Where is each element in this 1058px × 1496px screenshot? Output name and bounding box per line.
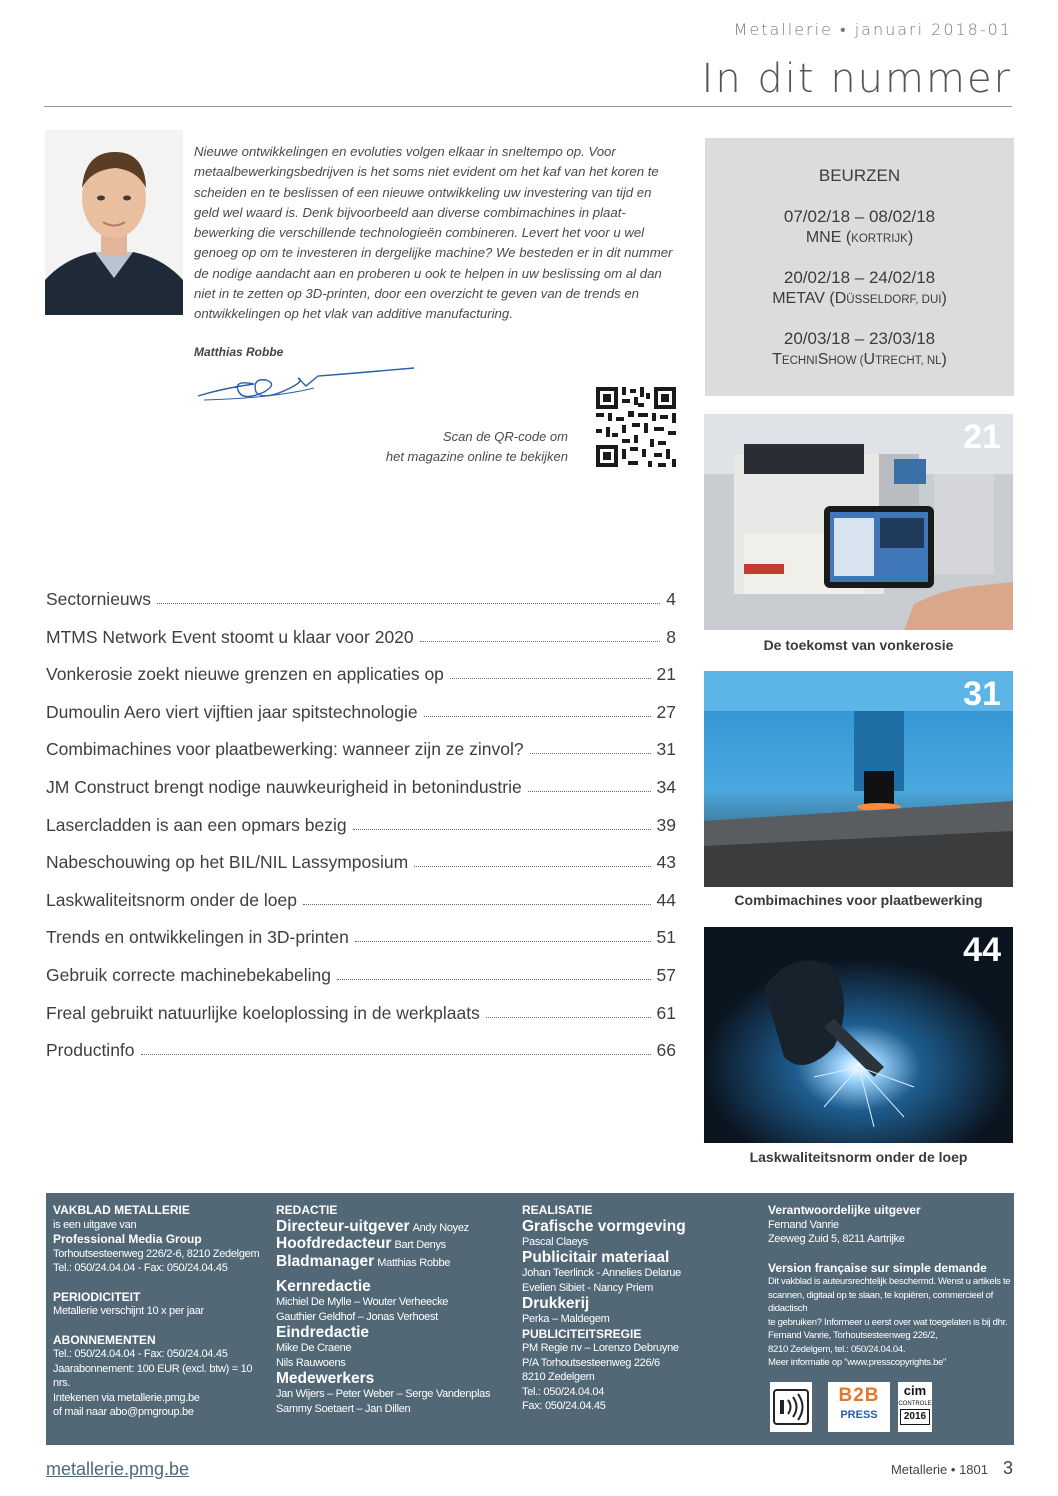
heading: ABONNEMENTEN bbox=[53, 1332, 156, 1347]
toc-page: 34 bbox=[656, 777, 676, 797]
text-line: Dit vakblad is auteursrechtelijk beschermd. Wenst u artikels te bbox=[768, 1276, 1011, 1287]
role: Medewerkers bbox=[276, 1370, 375, 1387]
colophon-col-legal bbox=[768, 1203, 1012, 1370]
toc-title: MTMS Network Event stoomt u klaar voor 2020 bbox=[46, 626, 414, 647]
feature-photo-edm[interactable] bbox=[704, 414, 1013, 630]
qr-caption-line-1: Scan de QR-code om bbox=[442, 429, 568, 444]
role-line bbox=[276, 1218, 506, 1236]
text-line: Gauthier Geldhof – Jonas Verhoest bbox=[276, 1310, 438, 1323]
text-line: Intekenen via metallerie.pmg.be bbox=[53, 1391, 200, 1404]
colophon-col-production bbox=[522, 1203, 752, 1414]
sound-logo bbox=[770, 1382, 812, 1432]
issue-label: Metallerie • 1801 bbox=[890, 1462, 988, 1477]
b2b-press-logo-line-1: B2B bbox=[838, 1385, 880, 1406]
qr-code[interactable] bbox=[592, 383, 680, 471]
heading: PERIODICITEIT bbox=[53, 1289, 141, 1304]
toc-title: Vonkerosie zoekt nieuwe grenzen en applicaties op bbox=[46, 664, 444, 685]
text-line: scannen, digitaal op te slaan, te kopiëren, commercieel of didactisch bbox=[768, 1289, 993, 1314]
toc-title: Productinfo bbox=[46, 1040, 135, 1061]
toc-page: 44 bbox=[656, 889, 676, 910]
text-line: 8210 Zedelgem, tel.: 050/24.04.04. bbox=[768, 1343, 906, 1355]
toc-leader bbox=[141, 1054, 651, 1055]
toc-leader bbox=[353, 829, 651, 830]
text-line: Perka – Maldegem bbox=[522, 1313, 610, 1325]
toc-title: Nabeschouwing op het BIL/NIL Lassymposium bbox=[46, 852, 409, 873]
toc-leader bbox=[486, 1017, 651, 1018]
toc-page: 31 bbox=[656, 739, 676, 760]
role-line bbox=[276, 1235, 506, 1253]
toc-leader bbox=[355, 941, 651, 942]
role: Kernredactie bbox=[276, 1278, 371, 1295]
toc-page: 43 bbox=[656, 852, 676, 873]
event-name bbox=[705, 349, 1014, 372]
toc-page: 8 bbox=[666, 626, 676, 647]
text-line: Evelien Sibiet - Nancy Priem bbox=[522, 1281, 653, 1294]
toc-page: 57 bbox=[656, 965, 676, 985]
text-line: Pascal Claeys bbox=[522, 1235, 588, 1248]
heading: VAKBLAD METALLERIE bbox=[53, 1203, 190, 1217]
event-name-start: METAV (D bbox=[772, 290, 847, 307]
toc-page: 27 bbox=[656, 701, 676, 722]
feature-page-number: 44 bbox=[963, 931, 1001, 969]
text-line: Zeeweg Zuid 5, 8211 Aartrijke bbox=[768, 1233, 905, 1245]
heading: REDACTIE bbox=[276, 1203, 338, 1217]
role: Drukkerij bbox=[522, 1295, 590, 1312]
qr-caption-line-2: het magazine online te bekijken bbox=[385, 449, 568, 464]
role: Grafische vormgeving bbox=[522, 1217, 686, 1235]
text-line: Johan Teerlinck - Annelies Delarue bbox=[522, 1267, 681, 1279]
role: Hoofdredacteur bbox=[276, 1235, 392, 1252]
toc-leader bbox=[337, 979, 651, 980]
feature-photo-welding[interactable] bbox=[704, 927, 1013, 1143]
text-line: Jan Wijers – Peter Weber – Serge Vandenplas bbox=[276, 1388, 491, 1400]
toc-title: Combimachines voor plaatbewerking: wanneer zijn ze zinvol? bbox=[46, 739, 524, 760]
beurzen-event bbox=[705, 328, 1014, 372]
toc-entry[interactable] bbox=[46, 956, 676, 986]
text-line: PM Regie nv – Lorenzo Debruyne bbox=[522, 1342, 679, 1354]
page-title: In dit nummer bbox=[701, 56, 1012, 102]
toc-entry[interactable] bbox=[46, 918, 676, 948]
toc-entry[interactable] bbox=[46, 806, 676, 836]
toc-entry[interactable] bbox=[46, 655, 676, 685]
colophon bbox=[46, 1193, 1014, 1445]
toc-entry[interactable] bbox=[46, 580, 676, 610]
toc-page: 61 bbox=[656, 1002, 676, 1023]
editorial-author: Matthias Robbe bbox=[194, 345, 284, 359]
text-line: Metallerie verschijnt 10 x per jaar bbox=[53, 1305, 204, 1317]
toc-title: JM Construct brengt nodige nauwkeurigheid in betonindustrie bbox=[46, 777, 522, 797]
feature-caption: De toekomst van vonkerosie bbox=[763, 637, 954, 653]
event-name-part: U bbox=[863, 351, 876, 368]
toc-leader bbox=[530, 753, 651, 754]
role: Directeur-uitgever bbox=[276, 1217, 410, 1235]
event-name-end: ) bbox=[941, 351, 947, 368]
text-line: Fernand Vanrie bbox=[768, 1218, 839, 1231]
toc-title: Trends en ontwikkelingen in 3D-printen bbox=[46, 927, 349, 948]
toc-leader bbox=[303, 904, 651, 905]
event-name-start: T bbox=[772, 351, 782, 368]
beurzen-event bbox=[705, 206, 1014, 250]
event-dates: 20/02/18 – 24/02/18 bbox=[783, 268, 936, 287]
toc-title: Laskwaliteitsnorm onder de loep bbox=[46, 889, 297, 910]
author-portrait bbox=[45, 130, 183, 315]
toc-page: 66 bbox=[656, 1040, 676, 1061]
event-dates: 07/02/18 – 08/02/18 bbox=[783, 207, 936, 226]
role: Publicitair materiaal bbox=[522, 1249, 670, 1266]
text-line: Tel.: 050/24.04.04 bbox=[522, 1385, 605, 1398]
text-line: of mail naar abo@pmgroup.be bbox=[53, 1406, 194, 1418]
toc-entry[interactable] bbox=[46, 994, 676, 1024]
toc-page: 4 bbox=[666, 589, 676, 609]
text-line: Professional Media Group bbox=[53, 1232, 202, 1246]
event-name-end: ) bbox=[907, 229, 914, 246]
toc-leader bbox=[450, 678, 651, 679]
signature bbox=[194, 362, 418, 408]
beurzen-event bbox=[705, 267, 1014, 311]
event-name-part: HOW ( bbox=[828, 355, 864, 367]
event-dates: 20/03/18 – 23/03/18 bbox=[783, 329, 936, 348]
toc-entry[interactable] bbox=[46, 881, 676, 911]
text-line: Michiel De Mylle – Wouter Verheecke bbox=[276, 1296, 449, 1308]
toc-leader bbox=[420, 641, 661, 642]
text-line: 8210 Zedelgem bbox=[522, 1371, 595, 1383]
text-line: Torhoutsesteenweg 226/2-6, 8210 Zedelgem bbox=[53, 1247, 260, 1260]
person: Bart Denys bbox=[394, 1239, 446, 1251]
role: Bladmanager bbox=[276, 1252, 375, 1270]
role: Eindredactie bbox=[276, 1324, 370, 1341]
text-line: te gebruiken? Informeer u eerst over wat toegelaten is bij dhr. bbox=[768, 1316, 1008, 1328]
toc-leader bbox=[157, 603, 660, 604]
text-line: Tel.: 050/24.04.04 - Fax: 050/24.04.45 bbox=[53, 1262, 228, 1274]
cim-logo bbox=[898, 1382, 932, 1432]
toc-title: Freal gebruikt natuurlijke koeloplossing in de werkplaats bbox=[46, 1002, 480, 1023]
text-line: Fax: 050/24.04.45 bbox=[522, 1400, 606, 1412]
toc-entry[interactable] bbox=[46, 730, 676, 760]
event-place: TRECHT, NL bbox=[875, 355, 942, 367]
text-line: Nils Rauwoens bbox=[276, 1356, 346, 1369]
feature-photo-combimachine[interactable] bbox=[704, 671, 1013, 887]
heading: REALISATIE bbox=[522, 1203, 593, 1217]
feature-page-number: 31 bbox=[963, 675, 1001, 713]
event-place: KORTRIJK bbox=[851, 233, 908, 245]
qr-caption bbox=[330, 427, 568, 467]
event-name-part: ECHNI bbox=[781, 355, 818, 367]
toc-entry[interactable] bbox=[46, 618, 676, 648]
toc-title: Lasercladden is aan een opmars bezig bbox=[46, 814, 347, 835]
cim-logo-line-1: cim bbox=[903, 1383, 927, 1398]
text-line: Mike De Craene bbox=[276, 1342, 352, 1354]
website-link[interactable]: metallerie.pmg.be bbox=[46, 1459, 190, 1479]
text-line: Meer informatie op "www.presscopyrights.be" bbox=[768, 1357, 947, 1368]
b2b-press-logo bbox=[828, 1382, 890, 1432]
text-line: Jaarabonnement: 100 EUR (excl. btw) = 10 nrs. bbox=[53, 1362, 253, 1389]
event-name bbox=[705, 227, 1014, 250]
editorial-text: Nieuwe ontwikkelingen en evoluties volgen elkaar in sneltempo op. Voor metaalbewerkingsbedrijven is het soms niet evident om het kaf van het koren te scheiden en te beslissen of een nieuwe ontwikkeling uw investering van tijd en geld wel waard is. Denk bijvoorbeeld aan diverse combimachines in plaatbewerking die verschillende technologieën combineren. Levert het voor u wel genoeg op om te investeren in dergelijke machine? We besteden er in dit nummer de nodige aandacht aan en proberen u ook te helpen in uw beslissing om al dan niet in te zetten op 3D-printen, door een overzicht te geven van de trends en ontwikkelingen op het vlak van additive manufacturing. bbox=[194, 144, 673, 322]
beurzen-title: BEURZEN bbox=[818, 166, 901, 185]
cim-logo-line-2: CONTROLE bbox=[898, 1401, 932, 1407]
text-line: is een uitgave van bbox=[53, 1218, 137, 1231]
toc-page: 39 bbox=[656, 814, 676, 835]
certification-logos bbox=[770, 1382, 1010, 1432]
toc-entry[interactable] bbox=[46, 1031, 676, 1061]
toc-leader bbox=[414, 866, 650, 867]
heading: PUBLICITEITSREGIE bbox=[522, 1326, 642, 1341]
text-line: Tel.: 050/24.04.04 - Fax: 050/24.04.45 bbox=[53, 1348, 228, 1360]
text-line: Fernand Vanrie, Torhoutsesteenweg 226/2, bbox=[768, 1330, 938, 1341]
colophon-col-publisher bbox=[53, 1203, 263, 1420]
page-number: 3 bbox=[1002, 1458, 1013, 1478]
toc-entry[interactable] bbox=[46, 843, 676, 873]
event-name-end: ) bbox=[941, 290, 947, 307]
feature-page-number: 21 bbox=[963, 418, 1001, 456]
feature-caption: Laskwaliteitsnorm onder de loep bbox=[749, 1149, 968, 1165]
beurzen-box bbox=[705, 138, 1014, 396]
text-line: P/A Torhoutsesteenweg 226/6 bbox=[522, 1356, 660, 1369]
heading: Version française sur simple demande bbox=[768, 1260, 987, 1275]
person: Matthias Robbe bbox=[377, 1256, 451, 1269]
toc-page: 21 bbox=[656, 664, 676, 685]
event-name bbox=[705, 288, 1014, 311]
running-head: Metallerie • januari 2018-01 bbox=[733, 20, 1012, 39]
toc-leader bbox=[424, 716, 651, 717]
toc-title: Gebruik correcte machinebekabeling bbox=[46, 965, 332, 985]
toc-page: 51 bbox=[656, 927, 676, 948]
event-place: ÜSSELDORF, DUI bbox=[846, 294, 942, 306]
event-name-start: MNE ( bbox=[805, 229, 852, 246]
colophon-col-editorial bbox=[276, 1203, 506, 1416]
person: Andy Noyez bbox=[412, 1221, 469, 1234]
toc-title: Dumoulin Aero viert vijftien jaar spitstechnologie bbox=[46, 701, 418, 722]
toc-entry[interactable] bbox=[46, 768, 676, 798]
heading: Verantwoordelijke uitgever bbox=[768, 1203, 921, 1217]
toc-entry[interactable] bbox=[46, 693, 676, 723]
toc-leader bbox=[528, 791, 651, 792]
text-line: Sammy Soetaert – Jan Dillen bbox=[276, 1402, 411, 1415]
feature-caption: Combimachines voor plaatbewerking bbox=[734, 892, 983, 908]
b2b-press-logo-line-2: PRESS bbox=[840, 1409, 878, 1421]
role-line bbox=[276, 1253, 506, 1271]
cim-logo-year: 2016 bbox=[900, 1409, 930, 1425]
event-name-part: S bbox=[817, 351, 829, 368]
header-rule bbox=[44, 106, 1012, 107]
toc-title: Sectornieuws bbox=[46, 589, 152, 609]
